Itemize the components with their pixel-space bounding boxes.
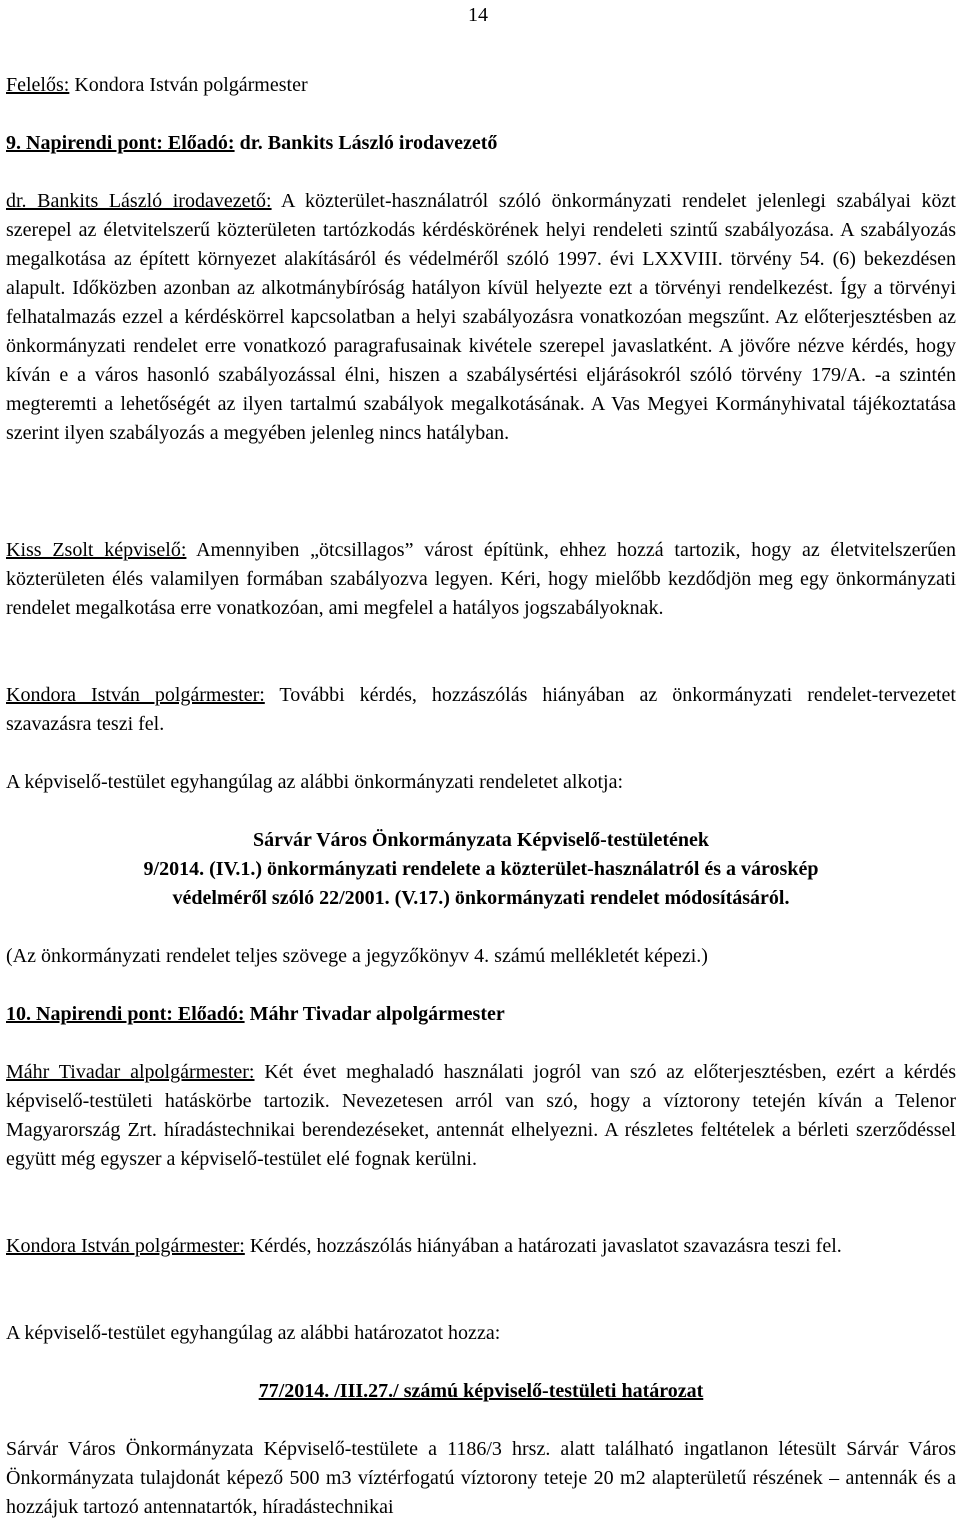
paragraph-text: Kondora István polgármester — [69, 74, 308, 96]
speaker-label: dr. Bankits László irodavezető: — [6, 190, 272, 212]
paragraph-kondora-2 — [6, 1232, 956, 1261]
resolution-text: Sárvár Város Önkormányzata Képviselő-testülete a 1186/3 hrsz. alatt található ingatlanon létesült Sárvár Város Önkormányzata tulajdonát képező 500 m3 víztérfogatú víztorony teteje 20 m2 alapterületű részének – antennák és a hozzájuk tartozó antennatartók, híradástechnikai — [6, 1438, 956, 1518]
decree-line-1: Sárvár Város Önkormányzata Képviselő-testületének — [252, 829, 710, 851]
responsible-line — [6, 71, 956, 100]
paragraph-kondora-1 — [6, 681, 956, 739]
paragraph-text: További kérdés, hozzászólás hiányában az önkormányzati rendelet-tervezetet szavazásra teszi fel. — [6, 684, 956, 735]
page-number: 14 — [468, 4, 488, 26]
decree-title — [6, 826, 956, 913]
decree-line-2: 9/2014. (IV.1.) önkormányzati rendelete a közterület-használatról és a városkép — [143, 858, 819, 880]
speaker-label: Kondora István polgármester: — [6, 1235, 245, 1257]
agenda-presenter: Máhr Tivadar alpolgármester — [244, 1003, 505, 1025]
agenda-heading: 10. Napirendi pont: Előadó: — [6, 1003, 245, 1025]
agenda-presenter: dr. Bankits László irodavezető — [234, 132, 498, 154]
paragraph-mahr — [6, 1058, 956, 1174]
speaker-label: Máhr Tivadar alpolgármester: — [6, 1061, 255, 1083]
speaker-label: Felelős: — [6, 74, 70, 96]
speaker-label: Kondora István polgármester: — [6, 684, 265, 706]
paragraph-kiss — [6, 536, 956, 623]
resolution-title: 77/2014. /III.27./ számú képviselő-testületi határozat — [258, 1380, 704, 1402]
paragraph-text: Amennyiben „ötcsillagos” várost építünk, ehhez hozzá tartozik, hogy az életvitelszerűen közterületen élés valamilyen formában szabályozva legyen. Kéri, hogy mielőbb kezdődjön meg egy önkormányzati rendelet megalkotása erre vonatkozóan, ami megfelel a hatályos jogszabályoknak. — [6, 539, 957, 619]
paragraph-text: Kérdés, hozzászólás hiányában a határozati javaslatot szavazásra teszi fel. — [244, 1235, 842, 1257]
agenda-item-9 — [6, 129, 956, 158]
agenda-item-10 — [6, 1000, 956, 1029]
vote-statement-1: A képviselő-testület egyhangúlag az alábbi önkormányzati rendeletet alkotja: — [6, 771, 624, 793]
decree-line-3: védelméről szóló 22/2001. (V.17.) önkormányzati rendelet módosításáról. — [172, 887, 790, 909]
annex-note: (Az önkormányzati rendelet teljes szövege a jegyzőkönyv 4. számú mellékletét képezi.) — [6, 945, 708, 967]
paragraph-text: A közterület-használatról szóló önkormányzati rendelet jelenlegi szabályai közt szerepel az életvitelszerű közterületen tartózkodás kérdéskörének helyi rendeleti szintű szabályozása. A szabályozás megalkotása az épített környezet alakításáról és védelméről szóló 1997. évi LXXVIII. törvény 54. (6) bekezdésen alapult. Időközben azonban az alkotmánybíróság hatályon kívül helyezte ezt a törvényi rendelkezést. Így a törvényi felhatalmazás ezzel a kérdéskörrel kapcsolatban a helyi szabályozásra vonatkozóan megszűnt. Az előterjesztésben az önkormányzati rendelet erre vonatkozó paragrafusainak kivétele szerepel javaslatként. A jövőre nézve kérdés, hogy kíván e a város hasonló szabályozással élni, hiszen a szabálysértési eljárásokról szóló törvény 179/A. -a szintén megteremti a lehetőségét az ilyen tartalmú szabályok megalkotásának. A Vas Megyei Kormányhivatal tájékoztatása szerint ilyen szabályozás a megyében jelenleg nincs hatályban. — [6, 190, 956, 444]
paragraph-text: Két évet meghaladó használati jogról van szó az előterjesztésben, ezért a kérdés képviselő-testületi hatáskörbe tartozik. Nevezetesen arról van szó, hogy a víztorony tetején kíván a Telenor Magyarország Zrt. híradástechnikai berendezéseket, antennát elhelyezni. A részletes feltételek a bérleti szerződéssel együtt még egyszer a képviselő-testület elé fognak kerülni. — [6, 1061, 957, 1170]
vote-statement-2: A képviselő-testület egyhangúlag az alábbi határozatot hozza: — [6, 1322, 501, 1344]
agenda-heading: 9. Napirendi pont: Előadó: — [6, 132, 235, 154]
speaker-label: Kiss Zsolt képviselő: — [6, 539, 187, 561]
paragraph-bankits — [6, 187, 956, 448]
